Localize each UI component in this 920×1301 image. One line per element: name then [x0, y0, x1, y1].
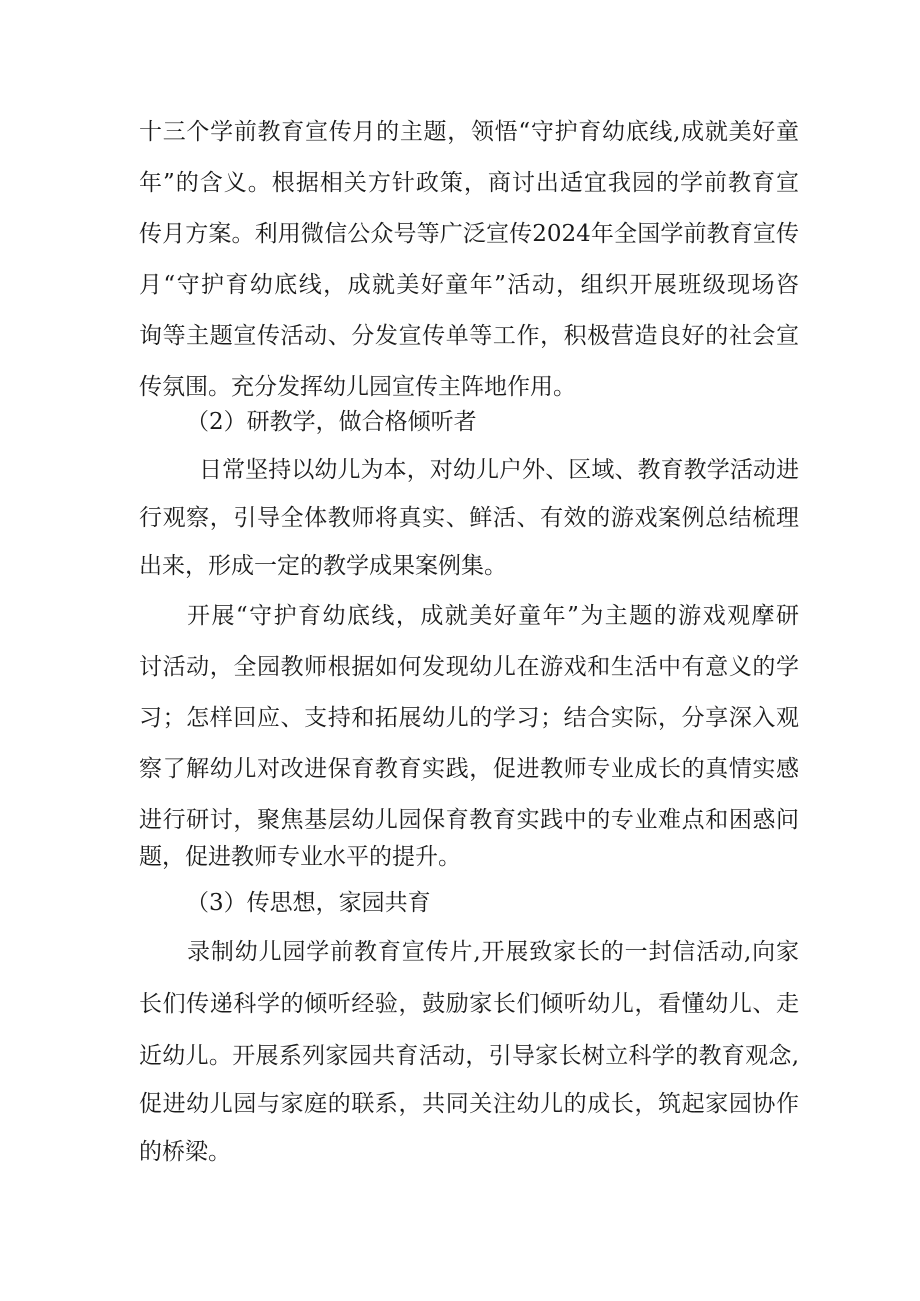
paragraph-1-line-4: 月“守护育幼底线，成就美好童年”活动，组织开展班级现场咨: [139, 272, 799, 298]
paragraph-2-line-2: 行观察，引导全体教师将真实、鲜活、有效的游戏案例总结梳理: [139, 505, 799, 531]
paragraph-3-line-5: 进行研讨，聚焦基层幼儿园保育教育实践中的专业难点和困惑问: [139, 807, 799, 833]
paragraph-1-line-6: 传氛围。充分发挥幼儿园宣传主阵地作用。: [139, 374, 576, 400]
paragraph-3-line-4: 察了解幼儿对改进保育教育实践，促进教师专业成长的真情实感: [139, 756, 799, 782]
paragraph-4-line-4: 促进幼儿园与家庭的联系，共同关注幼儿的成长，筑起家园协作: [139, 1091, 799, 1117]
paragraph-2-line-1: 日常坚持以幼儿为本，对幼儿户外、区域、教育教学活动进: [199, 457, 799, 483]
paragraph-1-line-1: 十三个学前教育宣传月的主题，领悟“守护育幼底线,成就美好童: [139, 119, 799, 145]
paragraph-1-line-5: 询等主题宣传活动、分发宣传单等工作，积极营造良好的社会宣: [139, 323, 799, 349]
section-heading-3: （3）传思想，家园共育: [186, 890, 431, 916]
paragraph-4-line-5: 的桥梁。: [139, 1139, 231, 1165]
paragraph-1-line-2: 年”的含义。根据相关方针政策，商讨出适宜我园的学前教育宣: [139, 170, 799, 196]
paragraph-4-line-3: 近幼儿。开展系列家园共育活动，引导家长树立科学的教育观念,: [139, 1043, 799, 1069]
paragraph-3-line-1: 开展“守护育幼底线，成就美好童年”为主题的游戏观摩研: [187, 603, 799, 629]
paragraph-3-line-2: 讨活动，全园教师根据如何发现幼儿在游戏和生活中有意义的学: [139, 654, 799, 680]
paragraph-4-line-1: 录制幼儿园学前教育宣传片,开展致家长的一封信活动,向家: [187, 939, 799, 965]
paragraph-3-line-6: 题，促进教师专业水平的提升。: [139, 844, 461, 870]
paragraph-3-line-3: 习；怎样回应、支持和拓展幼儿的学习；结合实际，分享深入观: [139, 705, 799, 731]
paragraph-2-line-3: 出来，形成一定的教学成果案例集。: [139, 553, 507, 579]
paragraph-4-line-2: 长们传递科学的倾听经验，鼓励家长们倾听幼儿，看懂幼儿、走: [139, 991, 799, 1017]
section-heading-2: （2）研教学，做合格倾听者: [186, 409, 477, 435]
paragraph-1-line-3: 传月方案。利用微信公众号等广泛宣传2024年全国学前教育宣传: [139, 221, 799, 247]
